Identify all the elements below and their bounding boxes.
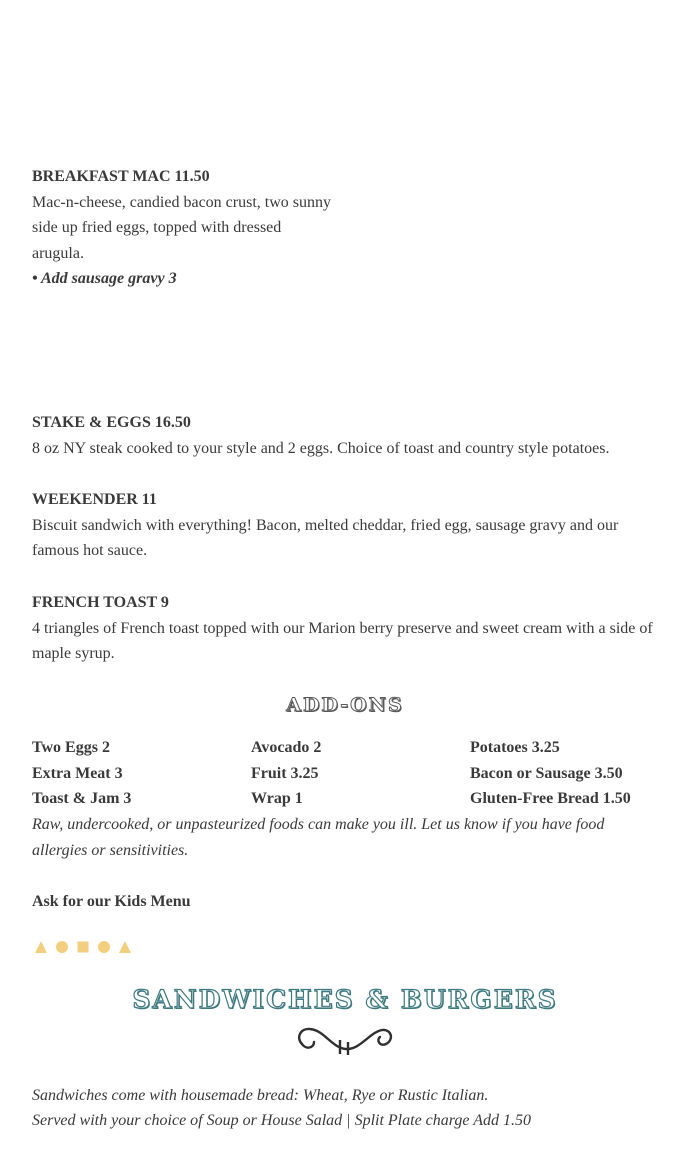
addon-item: Two Eggs 2 (32, 739, 110, 756)
circle-icon (97, 940, 111, 954)
item-description: 4 triangles of French toast topped with our Marion berry preserve and sweet cream with a side of maple syrup. (32, 619, 653, 663)
decorative-shapes (34, 940, 132, 954)
item-description: Biscuit sandwich with everything! Bacon, melted cheddar, fried egg, sausage gravy and our famous hot sauce. (32, 516, 619, 560)
item-description: Mac-n-cheese, candied bacon crust, two sunny side up fried eggs, topped with dressed arugula. (32, 193, 331, 262)
addon-item: Fruit 3.25 (251, 764, 319, 782)
triangle-icon (118, 940, 132, 954)
addon-item: Wrap 1 (251, 790, 303, 808)
item-name: STAKE & EGGS 16.50 (32, 414, 191, 431)
menu-item-french-toast (32, 590, 658, 667)
menu-item-weekender (32, 487, 658, 564)
menu-item-stake-eggs (32, 410, 658, 461)
addons-list (32, 735, 658, 812)
sandwich-bread-note: Sandwiches come with housemade bread: Wheat, Rye or Rustic Italian. (32, 1087, 489, 1104)
item-name: FRENCH TOAST 9 (32, 594, 169, 611)
addon-item: Avocado 2 (251, 739, 322, 756)
flourish-divider-icon (292, 1022, 396, 1060)
addon-item: Gluten-Free Bread 1.50 (470, 790, 631, 808)
addon-item: Extra Meat 3 (32, 764, 123, 782)
item-name: BREAKFAST MAC 11.50 (32, 168, 210, 185)
addon-item: Toast & Jam 3 (32, 790, 132, 808)
sandwich-side-note: Served with your choice of Soup or House Salad | Split Plate charge Add 1.50 (32, 1112, 531, 1129)
addon-item: Potatoes 3.25 (470, 739, 560, 756)
allergy-disclaimer: Raw, undercooked, or unpasteurized foods can make you ill. Let us know if you have food allergies or sensitivities. (32, 816, 605, 859)
item-description: 8 oz NY steak cooked to your style and 2 eggs. Choice of toast and country style potatoes. (32, 439, 610, 457)
item-name: WEEKENDER 11 (32, 491, 157, 508)
sandwiches-heading: SANDWICHES & BURGERS (132, 985, 558, 1014)
menu-item-breakfast-mac (32, 164, 658, 292)
circle-icon (55, 940, 69, 954)
kids-menu-note: Ask for our Kids Menu (32, 893, 191, 910)
triangle-icon (34, 940, 48, 954)
item-addon-note: • Add sausage gravy 3 (32, 270, 177, 288)
addons-heading: ADD-ONS (286, 694, 404, 716)
addon-item: Bacon or Sausage 3.50 (470, 764, 623, 782)
square-icon (76, 940, 90, 954)
